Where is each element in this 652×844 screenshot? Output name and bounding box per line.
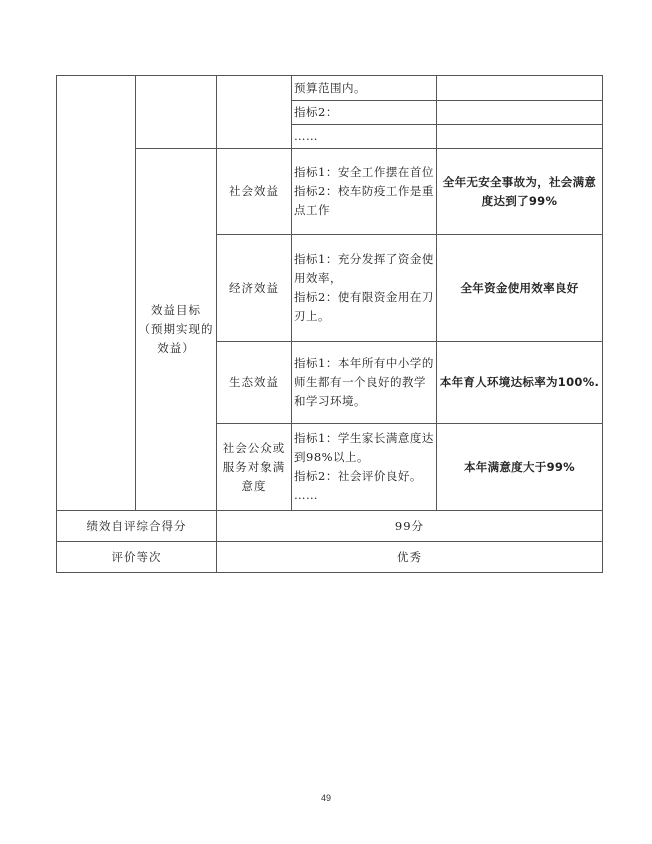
- score-row: [57, 511, 603, 542]
- grade-row: [57, 542, 603, 573]
- economic-benefit-label: 经济效益: [217, 235, 292, 342]
- value-cell: [437, 76, 603, 101]
- value-cell: [437, 101, 603, 125]
- benefit-target-label: 效益目标 （预期实现的 效益）: [136, 149, 217, 511]
- indicator-cell: 预算范围内。: [292, 76, 437, 101]
- grade-label: 评价等次: [57, 542, 217, 573]
- indicator-cell: 指标1：本年所有中小学的 师生都有一个良好的教学 和学习环境。: [292, 342, 437, 424]
- value-cell: 全年资金使用效率良好: [437, 235, 603, 342]
- value-cell: 全年无安全事故为，社会满意 度达到了99%: [437, 149, 603, 235]
- indicator-cell: 指标1：学生家长满意度达 到98%以上。 指标2：社会评价良好。 ……: [292, 424, 437, 511]
- indicator-cell: 指标2：: [292, 101, 437, 125]
- indicator-cell: 指标1：充分发挥了资金使 用效率， 指标2：使有限资金用在刀 刃上。: [292, 235, 437, 342]
- satisfaction-label: 社会公众或 服务对象满 意度: [217, 424, 292, 511]
- page-number: 49: [320, 793, 331, 803]
- ecological-benefit-label: 生态效益: [217, 342, 292, 424]
- indicator-cell: 指标1：安全工作摆在首位 指标2：校车防疫工作是重 点工作: [292, 149, 437, 235]
- performance-table: [56, 75, 603, 573]
- score-label: 绩效自评综合得分: [57, 511, 217, 542]
- table-row: [57, 149, 603, 235]
- outer-label-cell: [57, 76, 136, 511]
- score-value: 99分: [217, 511, 603, 542]
- value-cell: 本年满意度大于99%: [437, 424, 603, 511]
- social-benefit-label: 社会效益: [217, 149, 292, 235]
- table-row: [57, 76, 603, 101]
- value-cell: [437, 125, 603, 149]
- subcategory-cell: [217, 76, 292, 149]
- value-cell: 本年育人环境达标率为100%.: [437, 342, 603, 424]
- grade-value: 优秀: [217, 542, 603, 573]
- category-label-cell: [136, 76, 217, 149]
- indicator-cell: ……: [292, 125, 437, 149]
